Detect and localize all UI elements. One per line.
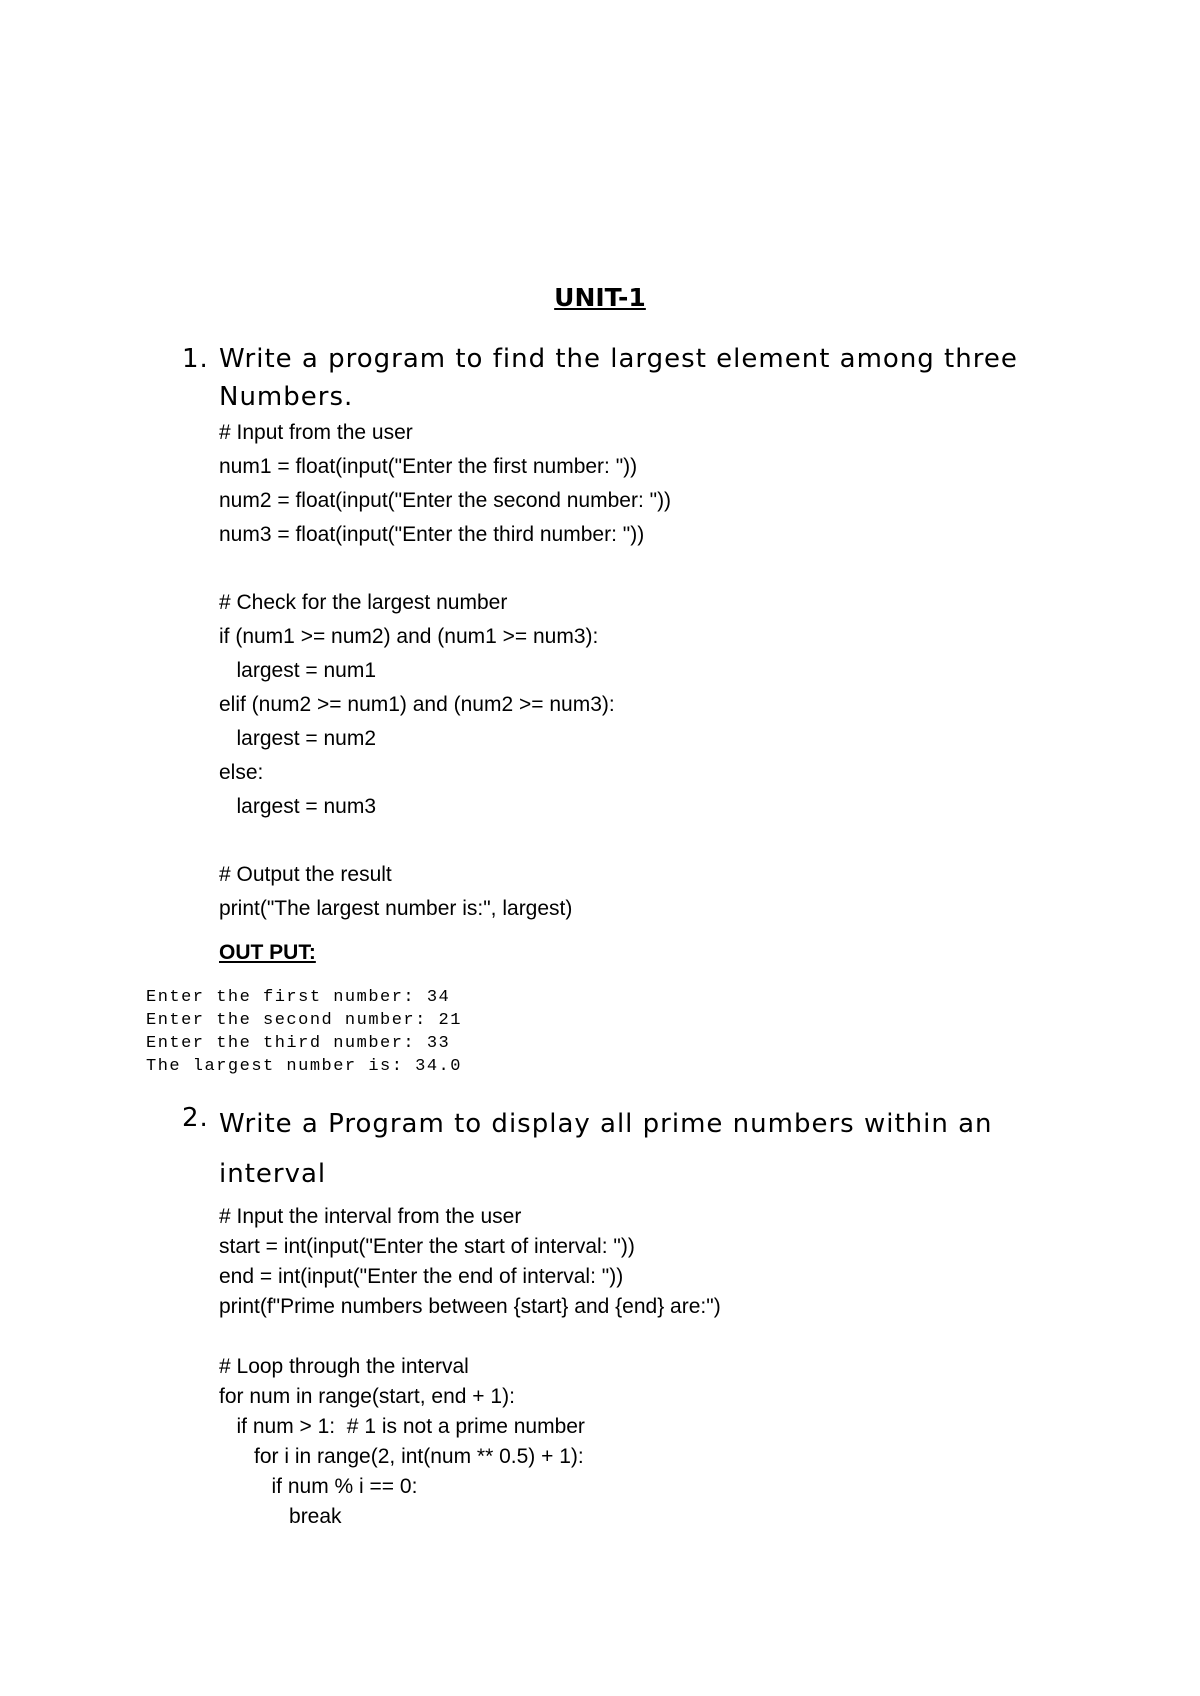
question-2-code-block bbox=[219, 1202, 721, 1532]
console-line: Enter the third number: 33 bbox=[146, 1034, 451, 1053]
code-line: largest = num3 bbox=[219, 795, 376, 818]
code-line: break bbox=[219, 1505, 342, 1528]
console-line: Enter the second number: 21 bbox=[146, 1011, 462, 1030]
code-line: largest = num2 bbox=[219, 727, 376, 750]
code-line: # Output the result bbox=[219, 863, 392, 886]
unit-title: UNIT-1 bbox=[554, 283, 646, 312]
code-line: end = int(input("Enter the end of interval: ")) bbox=[219, 1265, 624, 1288]
code-line: if num % i == 0: bbox=[219, 1475, 418, 1498]
code-line: # Loop through the interval bbox=[219, 1355, 469, 1378]
question-1-code-block bbox=[219, 416, 671, 926]
code-line: # Input the interval from the user bbox=[219, 1205, 522, 1228]
question-2-title: Write a Program to display all prime numbers within an interval bbox=[219, 1109, 993, 1189]
question-2-number: 2. bbox=[182, 1103, 209, 1133]
code-line: num3 = float(input("Enter the third number: ")) bbox=[219, 523, 645, 546]
question-1-number: 1. bbox=[182, 344, 209, 374]
code-line: # Check for the largest number bbox=[219, 591, 508, 614]
console-line: Enter the first number: 34 bbox=[146, 988, 451, 1007]
code-line: # Input from the user bbox=[219, 421, 413, 444]
code-line: num2 = float(input("Enter the second number: ")) bbox=[219, 489, 672, 512]
code-line: largest = num1 bbox=[219, 659, 376, 682]
output-heading: OUT PUT: bbox=[219, 941, 316, 964]
code-line: elif (num2 >= num1) and (num2 >= num3): bbox=[219, 693, 615, 716]
code-line: print("The largest number is:", largest) bbox=[219, 897, 573, 920]
question-1-console-output bbox=[146, 986, 462, 1078]
question-1-title: Write a program to find the largest element among three Numbers. bbox=[219, 344, 1018, 412]
code-line-blank bbox=[219, 824, 671, 858]
code-line: print(f"Prime numbers between {start} and {end} are:") bbox=[219, 1295, 721, 1318]
code-line: for i in range(2, int(num ** 0.5) + 1): bbox=[219, 1445, 584, 1468]
code-line: for num in range(start, end + 1): bbox=[219, 1385, 515, 1408]
code-line-blank bbox=[219, 1322, 721, 1352]
code-line: if num > 1: # 1 is not a prime number bbox=[219, 1415, 585, 1438]
code-line: if (num1 >= num2) and (num1 >= num3): bbox=[219, 625, 599, 648]
code-line-blank bbox=[219, 552, 671, 586]
code-line: start = int(input("Enter the start of interval: ")) bbox=[219, 1235, 635, 1258]
console-line: The largest number is: 34.0 bbox=[146, 1057, 462, 1076]
code-line: num1 = float(input("Enter the first number: ")) bbox=[219, 455, 638, 478]
code-line: else: bbox=[219, 761, 264, 784]
